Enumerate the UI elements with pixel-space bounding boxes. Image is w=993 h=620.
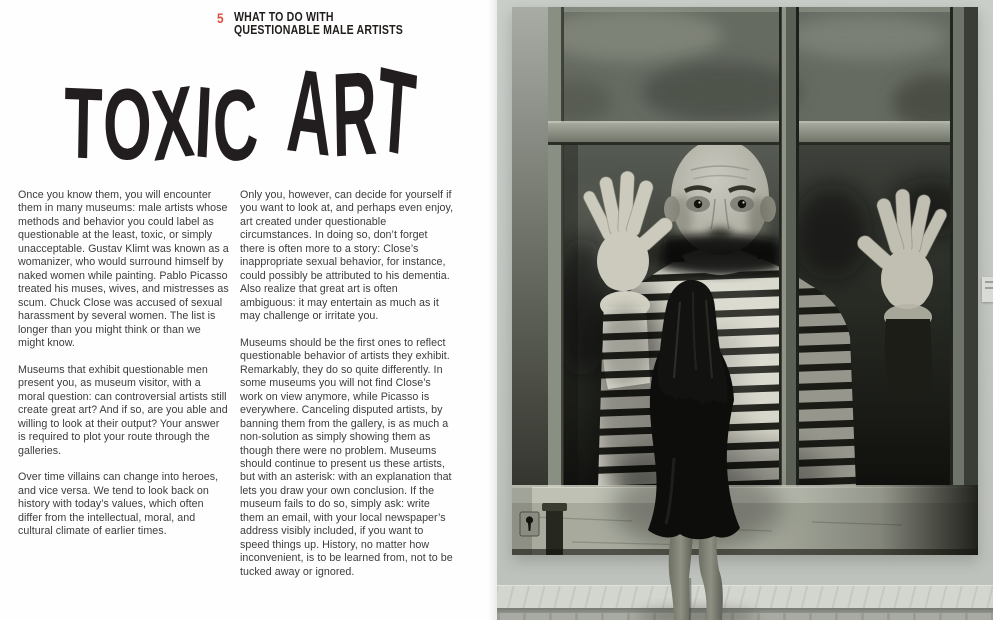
- visitor-leg: [699, 526, 723, 620]
- title-word-art: ART: [284, 42, 420, 183]
- chapter-header: [217, 11, 435, 38]
- chapter-title: [234, 11, 403, 38]
- sill-object: [546, 507, 563, 555]
- chapter-title-line2: QUESTIONABLE MALE ARTISTS: [233, 23, 403, 38]
- window-top-panes: [532, 7, 978, 130]
- paragraph: Over time villains can change into heroes, and vice versa. We tend to look back on history with today’s values, which often differ from the intellectual, moral, and cultural climate of earlier times.: [18, 471, 219, 538]
- photo-page: [497, 0, 993, 620]
- paragraph: Once you know them, you will encounter them in many museums: male artists whose methods and behavior you could label as questionable at the least, toxic, or simply unacceptable. Gustav Klimt was known as a womanizer, who would surround himself by naked women while painting. Pablo Picasso treated his muses, wives, and mistresses as scum. Chuck Close was accused of sexual harassment by several women. The list is longer than you might think or than we might know.: [18, 189, 229, 349]
- wall-label: [982, 277, 993, 302]
- chapter-title-line1: WHAT TO DO WITH: [233, 10, 334, 24]
- paragraph: Museums should be the first ones to reflect questionable behavior of artists they exhibit. Remarkably, they do so quite differently. In some museums you will not find Close’s work on view anymore, while Picasso is everywhere. Canceling disputed artists, by banning them from the gallery, is as much a non-solution as simply showing them as though there were no problem. Museums should continue to present us these artists, but with an asterisk: with an explanation that lets you draw your own conclusion. If the museum fails to do so, simply ask: write them an email, with your local newspaper’s address visibly included, if you want to speed things up. History, no matter how inconvenient, is to be learned from, not to be tucked away or ignored.: [240, 336, 453, 578]
- title-word-toxic: TOXIC: [63, 65, 261, 184]
- chapter-number: 5: [217, 10, 224, 26]
- visitor-silhouette: [614, 278, 774, 620]
- paragraph: Museums that exhibit questionable men present you, as museum visitor, with a moral question: can controversial artists still create great art? And if so, are you able and willing to look at their output? Your answer is required to plot your route through the galleries.: [18, 363, 228, 457]
- right-forearm: [885, 319, 932, 399]
- text-column-1: [18, 189, 229, 552]
- eye: [694, 200, 702, 208]
- paragraph: Only you, however, can decide for yourself if you want to look at, and perhaps even enjoy, art created under questionable circumstances. In doing so, don’t forget there is often more to a story: Close’s inappropriate sexual behavior, for instance, could possibly be attributed to his dementia. Also realize that great art is often ambiguous: it may entertain as much as it may challenge or irritate you.: [240, 189, 454, 323]
- eye: [738, 200, 746, 208]
- text-column-2: [240, 189, 454, 592]
- floor-shadow: [636, 608, 756, 620]
- keyhole: [520, 512, 539, 536]
